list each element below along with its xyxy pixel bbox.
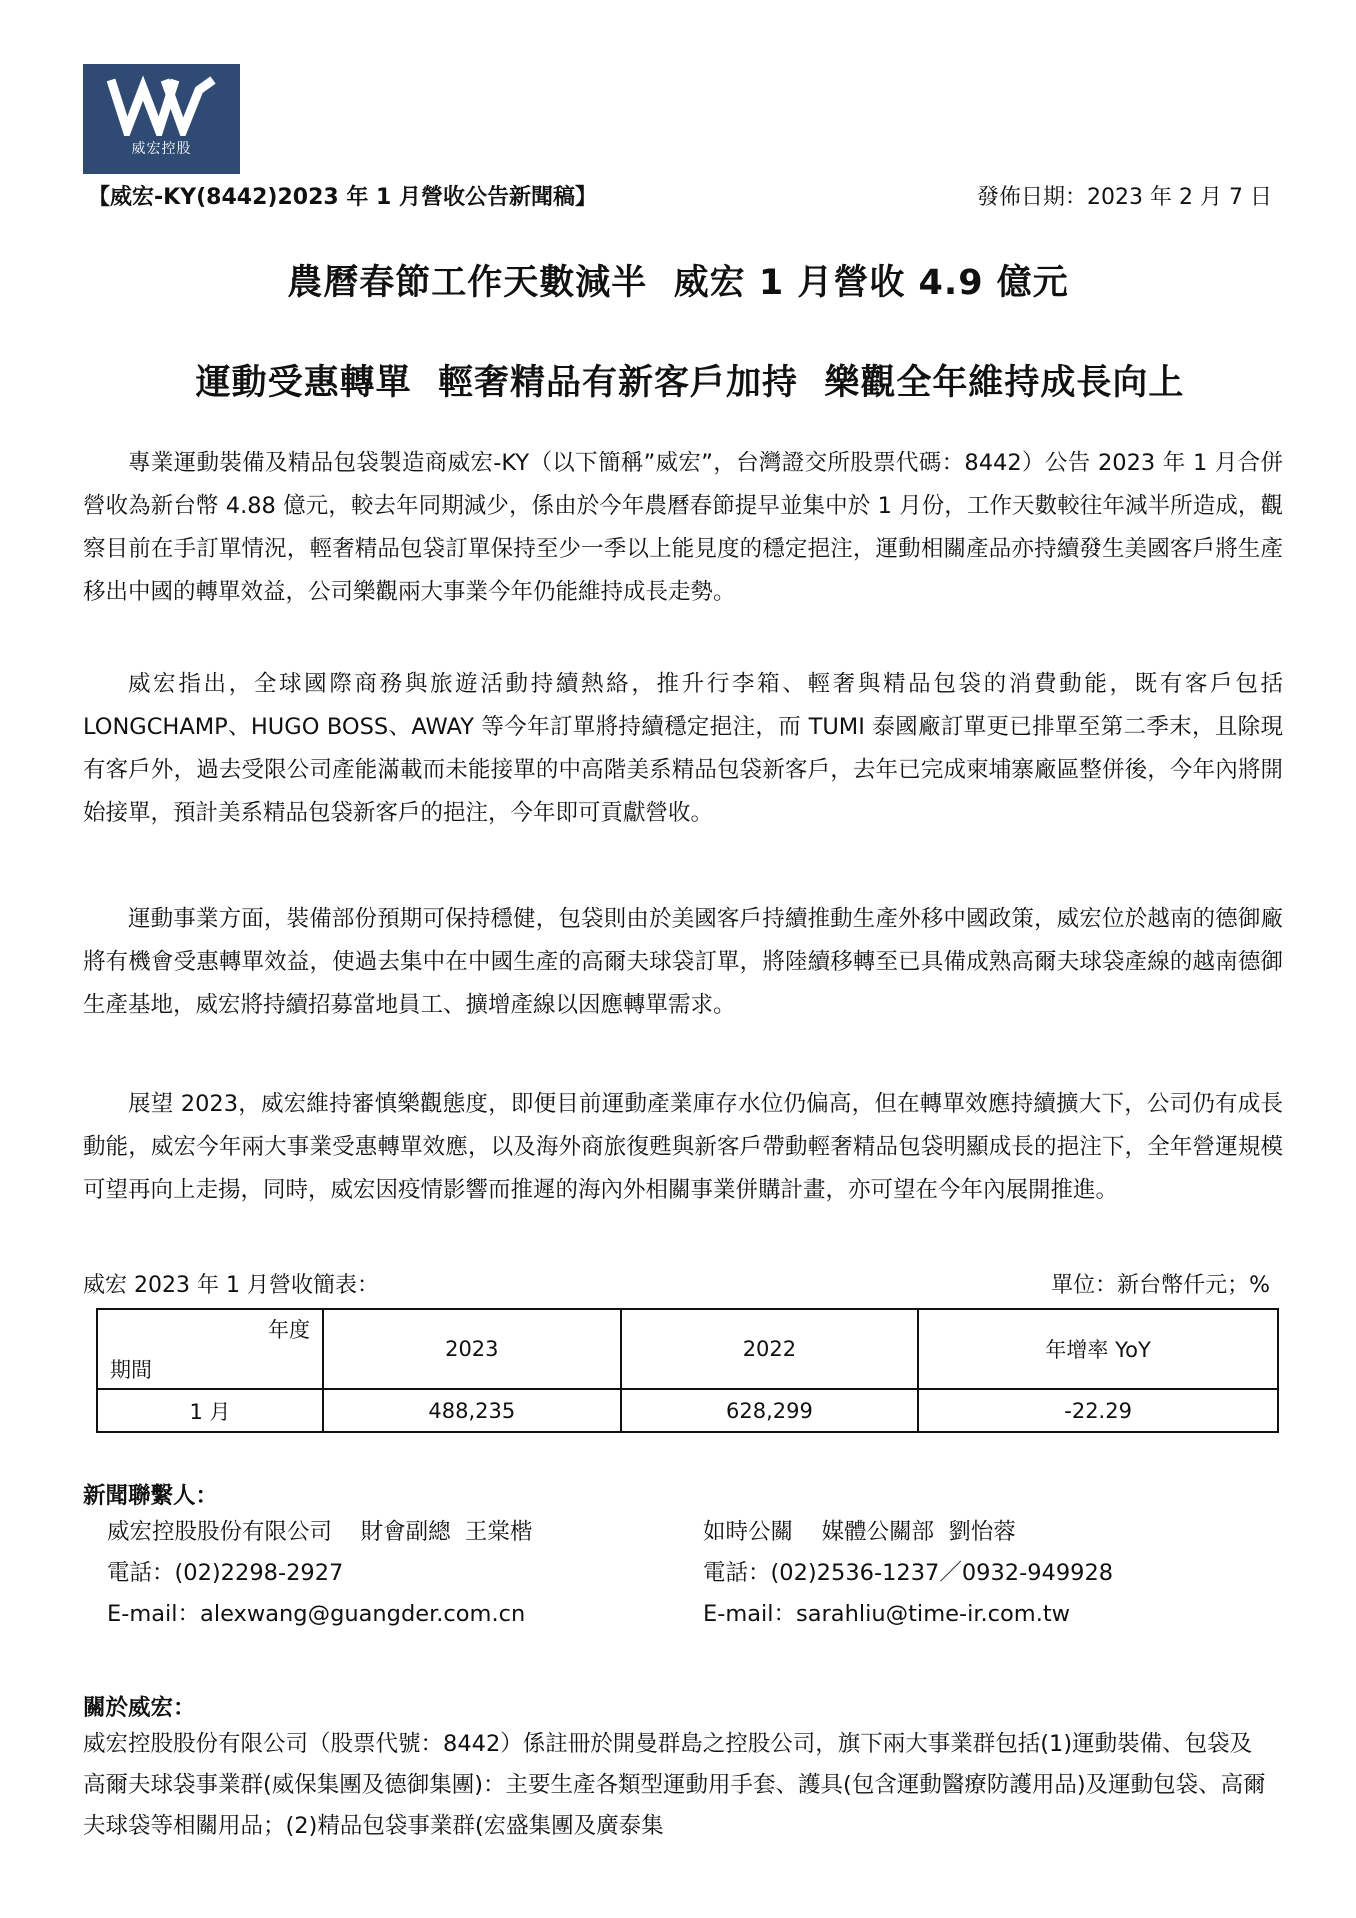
contacts-heading: 新聞聯繫人： <box>83 1483 219 1509</box>
row-value-yoy: -22.29 <box>918 1389 1278 1432</box>
row-value-2022: 628,299 <box>621 1389 919 1432</box>
row-period: 1 月 <box>97 1389 323 1432</box>
paragraph-2: 威宏指出，全球國際商務與旅遊活動持續熱絡，推升行李箱、輕奢與精品包袋的消費動能，既有客戶包括 LONGCHAMP、HUGO BOSS、AWAY 等今年訂單將持續穩定挹注，而 TUMI 泰國廠訂單更已排單至第二季末，且除現有客戶外，過去受限公司產能滿載而未能接單的中高階美系精品包袋新客戶，去年已完成柬埔寨廠區整併後，今年內將開始接單，預計美系精品包袋新客戶的挹注，今年即可貢獻營收。 <box>83 671 1283 826</box>
table-caption: 威宏 2023 年 1 月營收簡表： <box>83 1273 379 1298</box>
publish-date: 發佈日期：2023 年 2 月 7 日 <box>977 185 1272 210</box>
revenue-table <box>96 1308 1279 1433</box>
contact-company-phone: 電話：(02)2298-2927 <box>107 1560 344 1586</box>
column-header-2022: 2022 <box>621 1309 919 1389</box>
table-header-row <box>97 1309 1278 1389</box>
contact-company <box>107 1512 532 1635</box>
logo-text: 威宏控股 <box>131 141 192 157</box>
press-release-label: 【威宏-KY(8442)2023 年 1 月營收公告新聞稿】 <box>88 185 597 210</box>
paragraph-3: 運動事業方面，裝備部份預期可保持穩健，包袋則由於美國客戶持續推動生產外移中國政策，威宏位於越南的德御廠將有機會受惠轉單效益，使過去集中在中國生產的高爾夫球袋訂單，將陸續移轉至已具備成熟高爾夫球袋產線的越南德御生產基地，威宏將持續招募當地員工、擴增產線以因應轉單需求。 <box>83 906 1283 1018</box>
paragraph-1: 專業運動裝備及精品包袋製造商威宏-KY（以下簡稱”威宏”，台灣證交所股票代碼：8442）公告 2023 年 1 月合併營收為新台幣 4.88 億元，較去年同期減少，係由於今年農曆春節提早並集中於 1 月份，工作天數較往年減半所造成，觀察目前在手訂單情況，輕奢精品包袋訂單保持至少一季以上能見度的穩定挹注，運動相關產品亦持續發生美國客戶將生產移出中國的轉單效益，公司樂觀兩大事業今年仍能維持成長走勢。 <box>83 450 1283 605</box>
about-heading: 關於威宏： <box>83 1695 196 1721</box>
company-logo <box>83 64 240 174</box>
column-header-2023: 2023 <box>323 1309 621 1389</box>
about-text: 威宏控股股份有限公司（股票代號：8442）係註冊於開曼群島之控股公司，旗下兩大事業群包括(1)運動裝備、包袋及高爾夫球袋事業群(威保集團及德御集團)：主要生產各類型運動用手套、護具(包含運動醫療防護用品)及運動包袋、高爾夫球袋等相關用品；(2)精品包袋事業群(宏盛集團及廣泰集 <box>83 1731 1266 1839</box>
row-value-2023: 488,235 <box>323 1389 621 1432</box>
table-unit: 單位：新台幣仟元；% <box>1051 1273 1270 1298</box>
corner-year-label: 年度 <box>268 1318 310 1342</box>
wv-monogram-logo-icon <box>107 74 217 136</box>
contact-pr <box>703 1512 1113 1635</box>
contact-company-email[interactable]: E-mail：alexwang@guangder.com.cn <box>107 1601 526 1627</box>
contact-pr-name: 如時公關 媒體公關部 劉怡蓉 <box>703 1519 1016 1545</box>
paragraph-4: 展望 2023，威宏維持審慎樂觀態度，即便目前運動產業庫存水位仍偏高，但在轉單效應持續擴大下，公司仍有成長動能，威宏今年兩大事業受惠轉單效應，以及海外商旅復甦與新客戶帶動輕奢精品包袋明顯成長的挹注下，全年營運規模可望再向上走揚，同時，威宏因疫情影響而推遲的海內外相關事業併購計畫，亦可望在今年內展開推進。 <box>83 1091 1283 1203</box>
contact-pr-email[interactable]: E-mail：sarahliu@time-ir.com.tw <box>703 1601 1071 1627</box>
table-row <box>97 1389 1278 1432</box>
contact-pr-phone: 電話：(02)2536-1237／0932-949928 <box>703 1560 1114 1586</box>
corner-period-label: 期間 <box>110 1358 152 1382</box>
column-header-yoy: 年增率 YoY <box>918 1309 1278 1389</box>
headline-1: 農曆春節工作天數減半 威宏 1 月營收 4.9 億元 <box>287 263 1069 303</box>
table-corner-cell <box>97 1309 323 1389</box>
contact-company-name: 威宏控股股份有限公司 財會副總 王棠楷 <box>107 1519 533 1545</box>
headline-2: 運動受惠轉單 輕奢精品有新客戶加持 樂觀全年維持成長向上 <box>195 363 1185 403</box>
